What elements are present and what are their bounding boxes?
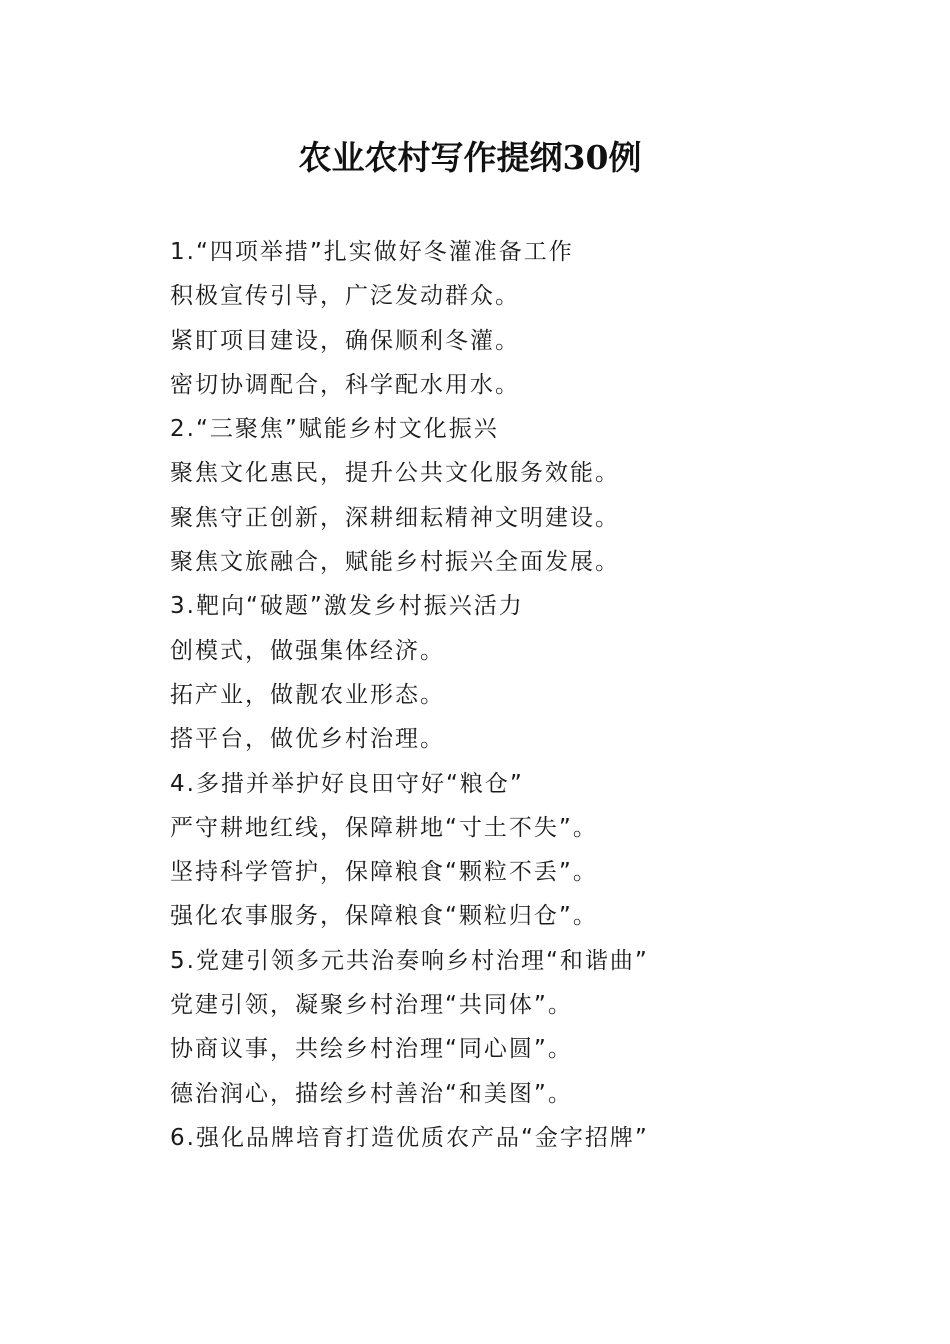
document-body — [170, 230, 790, 1160]
body-line: 聚焦文化惠民，提升公共文化服务效能。 — [170, 460, 620, 487]
body-line: 紧盯项目建设，确保顺利冬灌。 — [170, 327, 520, 354]
body-line: 拓产业，做靓农业形态。 — [170, 681, 445, 708]
body-line: 坚持科学管护，保障粮食“颗粒不丢”。 — [170, 859, 598, 886]
document-title: 农业农村写作提纲30例 — [298, 138, 642, 177]
heading-line-4: 4.多措并举护好良田守好“粮仓” — [170, 770, 524, 797]
body-line: 聚焦守正创新，深耕细耘精神文明建设。 — [170, 504, 620, 531]
heading-line-3: 3.靶向“破题”激发乡村振兴活力 — [170, 593, 524, 620]
body-line: 协商议事，共绘乡村治理“同心圆”。 — [170, 1036, 573, 1063]
heading-line-2: 2.“三聚焦”赋能乡村文化振兴 — [170, 416, 499, 443]
body-line: 积极宣传引导，广泛发动群众。 — [170, 283, 520, 310]
body-line: 强化农事服务，保障粮食“颗粒归仓”。 — [170, 903, 598, 930]
heading-line-5: 5.党建引领多元共治奏响乡村治理“和谐曲” — [170, 947, 649, 974]
heading-line-1: 1.“四项举措”扎实做好冬灌准备工作 — [170, 239, 574, 265]
body-line: 搭平台，做优乡村治理。 — [170, 726, 445, 753]
body-line: 党建引领，凝聚乡村治理“共同体”。 — [170, 992, 573, 1019]
body-line: 创模式，做强集体经济。 — [170, 637, 445, 664]
body-line: 严守耕地红线，保障耕地“寸土不失”。 — [170, 814, 598, 841]
body-line: 聚焦文旅融合，赋能乡村振兴全面发展。 — [170, 549, 620, 576]
heading-line-6: 6.强化品牌培育打造优质农产品“金字招牌” — [170, 1124, 649, 1151]
body-line: 德治润心，描绘乡村善治“和美图”。 — [170, 1080, 573, 1107]
body-line: 密切协调配合，科学配水用水。 — [170, 371, 520, 398]
